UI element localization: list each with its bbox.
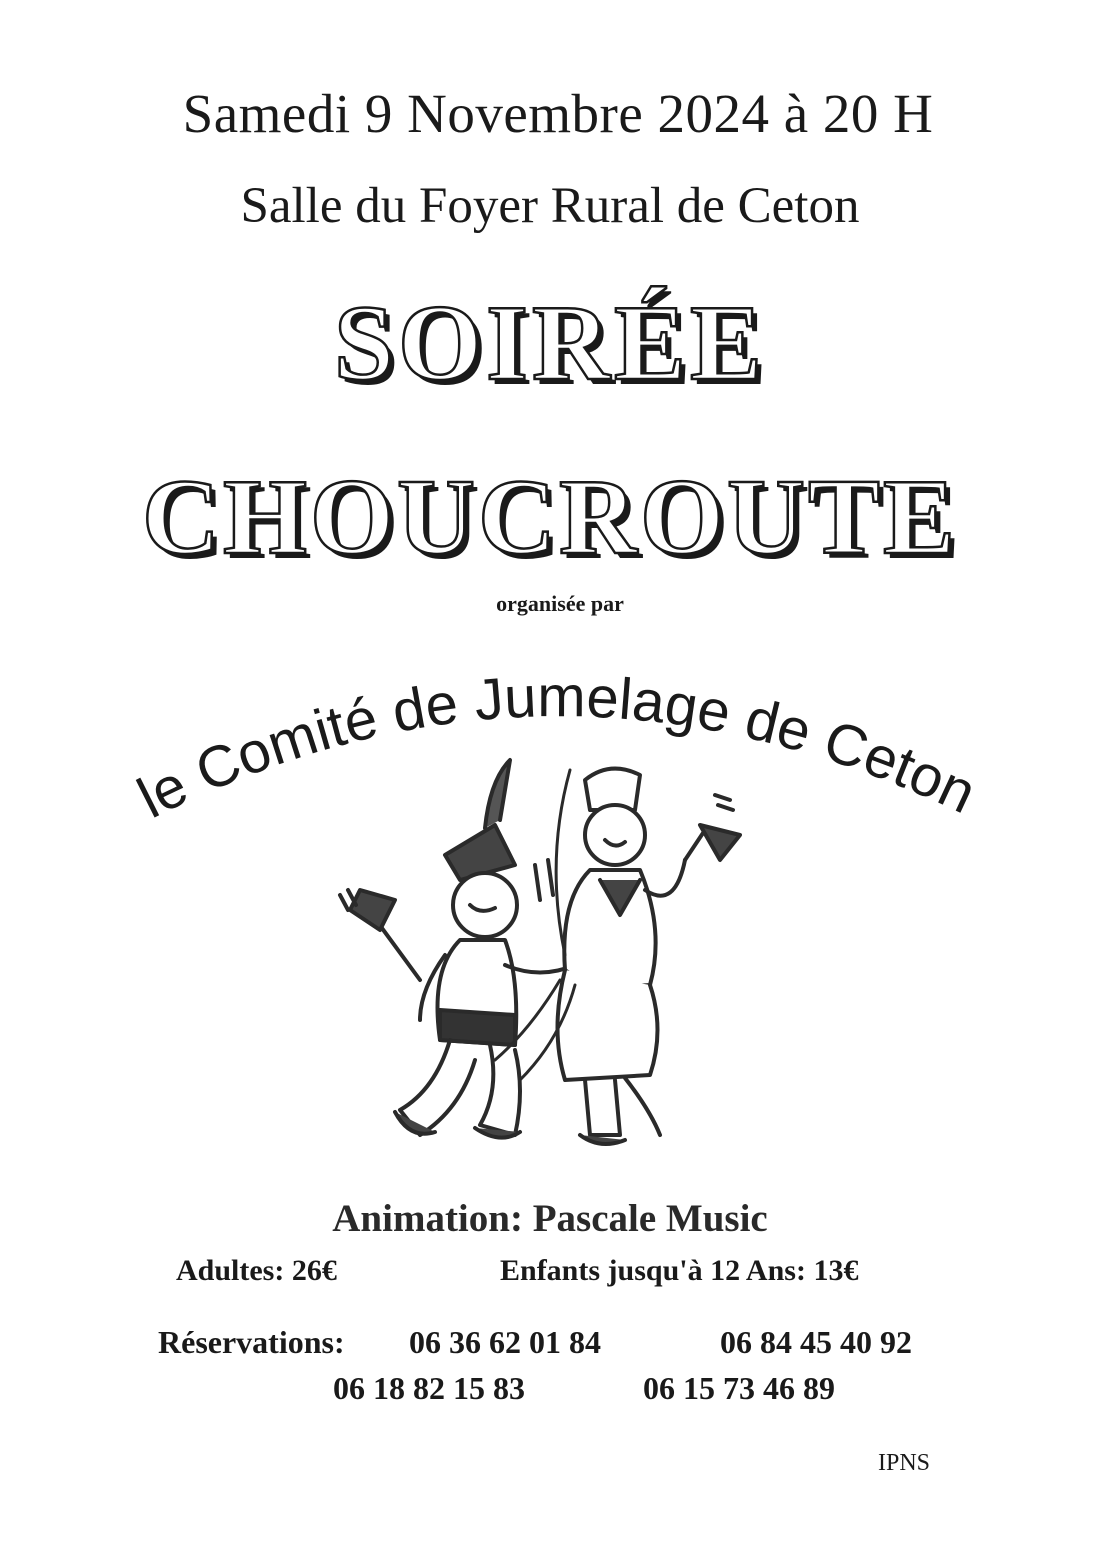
title-line-2: CHOUCROUTE xyxy=(141,458,959,577)
phone-number: 06 36 62 01 84 xyxy=(409,1324,601,1360)
event-date-time: Samedi 9 Novembre 2024 à 20 H xyxy=(182,83,934,144)
title-line-1: SOIRÉE xyxy=(333,284,767,403)
phone-number: 06 18 82 15 83 xyxy=(333,1370,525,1406)
organizer-name: le Comité de Jumelage de Ceton xyxy=(127,664,986,831)
ipns-mark: IPNS xyxy=(878,1450,931,1476)
reservations-label: Réservations: xyxy=(158,1324,345,1360)
dancing-couple-illustration xyxy=(320,740,790,1160)
organized-by-label: organisée par xyxy=(496,591,624,616)
price-adults: Adultes: 26€ xyxy=(176,1254,337,1287)
phone-number: 06 84 45 40 92 xyxy=(720,1324,912,1360)
phone-number: 06 15 73 46 89 xyxy=(643,1370,835,1406)
animation-info: Animation: Pascale Music xyxy=(332,1197,768,1240)
event-venue: Salle du Foyer Rural de Ceton xyxy=(240,178,860,234)
price-children: Enfants jusqu'à 12 Ans: 13€ xyxy=(500,1254,859,1287)
